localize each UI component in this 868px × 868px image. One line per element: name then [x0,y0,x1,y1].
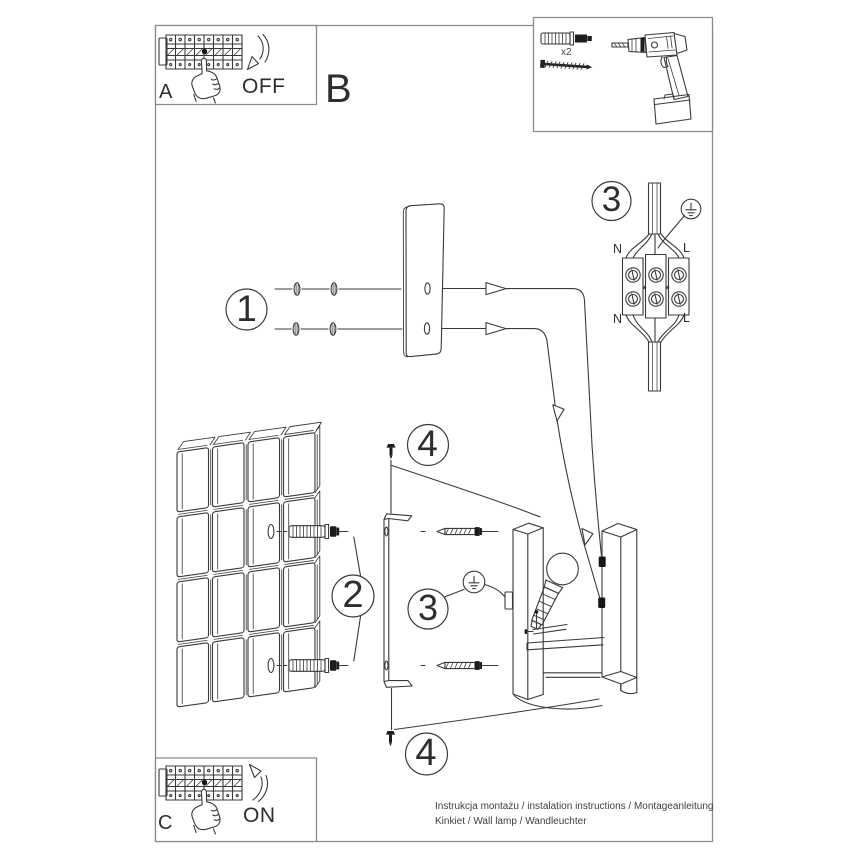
wire-neutral-label: N [613,312,623,326]
step4-number: 4 [415,732,437,774]
panel-c-label: C [158,812,173,834]
anchor-quantity-label: x2 [561,47,572,58]
switch-on-label: ON [243,804,276,827]
wire-line-label: L [683,241,690,255]
step3-number: 3 [417,587,439,628]
panel-a-label: A [159,81,173,103]
tools-box-frame [534,18,713,132]
switch-off-label: OFF [242,75,286,98]
keyhole-clip [598,598,605,609]
step4-number: 4 [417,423,438,464]
keyhole-clip [599,557,606,568]
footer-caption [435,799,714,829]
mounting-plate [403,204,444,357]
footer-line-2: Kinkiet / Wall lamp / Wandleuchter [435,816,587,828]
step1-number: 1 [236,288,257,329]
step3-number: 3 [601,180,622,219]
wire-line-label: L [683,311,690,325]
wire-neutral-label: N [613,242,623,256]
footer-line-1: Instrukcja montażu / instalation instructions / Montageanleitung [435,801,714,812]
step2-number: 2 [342,574,364,616]
panel-b-label: B [325,67,352,111]
